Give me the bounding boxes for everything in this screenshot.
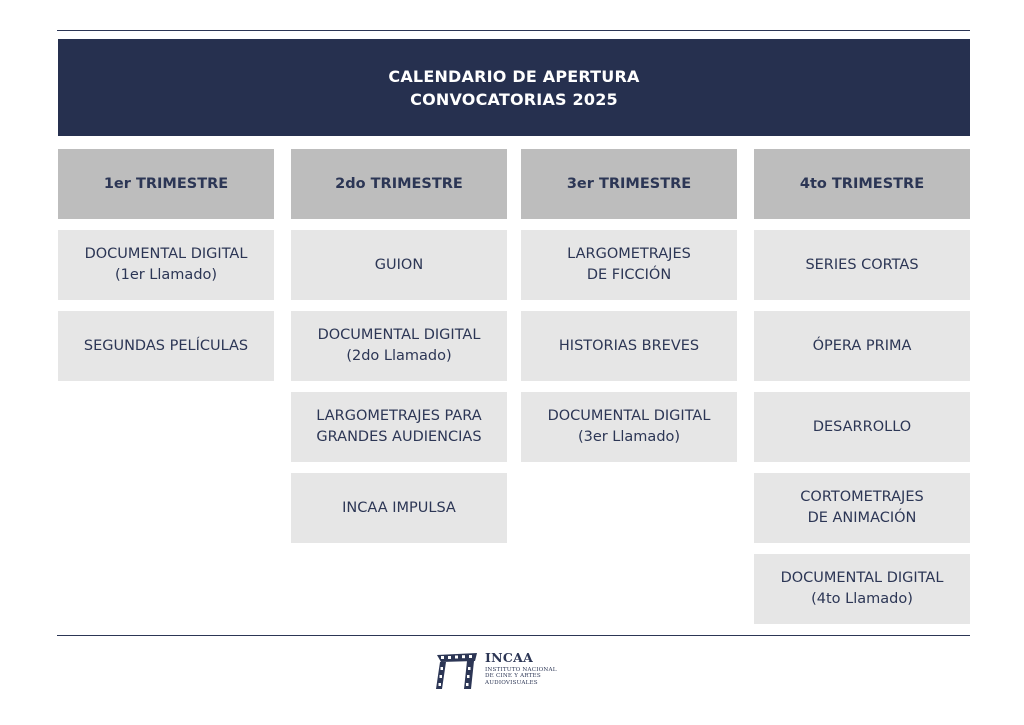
call-item [291, 473, 507, 543]
incaa-logo [433, 647, 583, 693]
logo-subtitle [485, 667, 557, 686]
call-item-line-2: (3er Llamado) [577, 429, 681, 445]
quarter-header: 1er TRIMESTRE [58, 149, 274, 219]
quarter-header: 2do TRIMESTRE [291, 149, 507, 219]
logo-subtitle-line: INSTITUTO NACIONAL [485, 667, 557, 673]
call-item [754, 311, 970, 381]
call-item-line-1: INCAA IMPULSA [342, 499, 456, 516]
call-item-line-2: (4to Llamado) [811, 591, 913, 607]
film-strip-icon [433, 649, 481, 691]
logo-subtitle-line: DE CINE Y ARTES [485, 673, 541, 680]
logo-subtitle-line: AUDIOVISUALES [485, 679, 538, 686]
call-item [291, 392, 507, 462]
top-divider [57, 30, 970, 31]
call-item [754, 392, 970, 462]
call-item [754, 554, 970, 624]
quarter-header: 4to TRIMESTRE [754, 149, 970, 219]
call-item-line-1: LARGOMETRAJES [567, 246, 691, 262]
quarter-column-3 [521, 149, 737, 473]
call-item [754, 473, 970, 543]
logo-name: INCAA [485, 650, 534, 665]
page-title-line-1: CALENDARIO DE APERTURA [388, 66, 640, 86]
quarter-column-2 [291, 149, 507, 554]
call-item-line-1: SEGUNDAS PELÍCULAS [83, 337, 249, 354]
call-item-line-1: CORTOMETRAJES [800, 489, 924, 505]
call-item [291, 230, 507, 300]
call-item [521, 392, 737, 462]
call-item-line-1: DOCUMENTAL DIGITAL [780, 570, 944, 586]
call-item-line-1: GUION [374, 256, 424, 273]
call-item [754, 230, 970, 300]
call-item-line-2: (1er Llamado) [114, 267, 218, 283]
quarter-column-1 [58, 149, 274, 392]
call-item-line-1: HISTORIAS BREVES [558, 337, 700, 354]
call-item-line-1: DOCUMENTAL DIGITAL [84, 246, 248, 262]
call-item [58, 311, 274, 381]
call-item-line-2: DE ANIMACIÓN [807, 510, 917, 526]
call-item [521, 311, 737, 381]
call-item-line-2: GRANDES AUDIENCIAS [316, 429, 482, 445]
call-item-line-1: DOCUMENTAL DIGITAL [317, 327, 481, 343]
call-item [291, 311, 507, 381]
call-item [521, 230, 737, 300]
call-item-line-2: (2do Llamado) [346, 348, 452, 364]
bottom-divider [57, 635, 970, 636]
call-item-line-1: ÓPERA PRIMA [812, 337, 912, 354]
page-title-banner [58, 39, 970, 136]
quarter-header: 3er TRIMESTRE [521, 149, 737, 219]
call-item-line-1: DOCUMENTAL DIGITAL [547, 408, 711, 424]
quarter-column-4 [754, 149, 970, 635]
call-item-line-1: SERIES CORTAS [805, 256, 919, 273]
call-item-line-2: DE FICCIÓN [586, 267, 672, 283]
call-item-line-1: LARGOMETRAJES PARA [316, 408, 482, 424]
call-item [58, 230, 274, 300]
call-item-line-1: DESARROLLO [812, 418, 912, 435]
page-title-line-2: CONVOCATORIAS 2025 [410, 89, 618, 109]
